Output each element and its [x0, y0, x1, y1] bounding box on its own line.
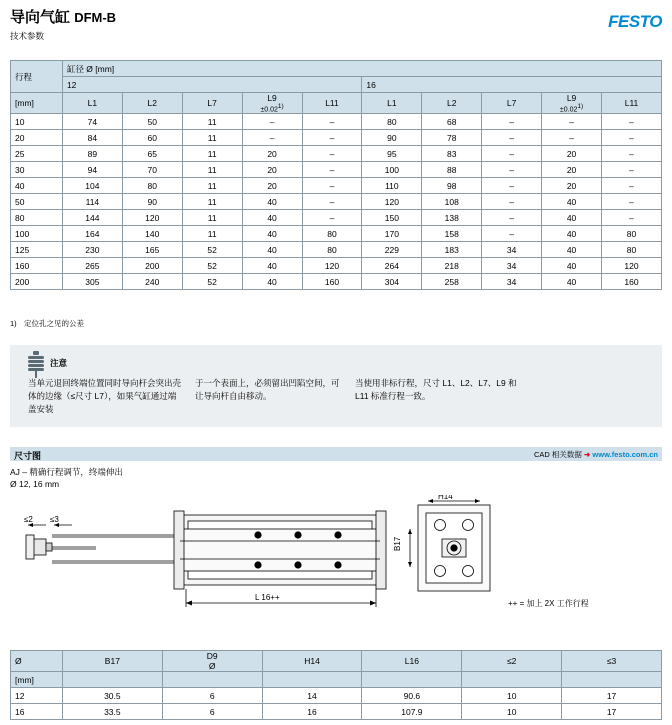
cell: 100 [362, 162, 422, 178]
header-stroke: 行程 [11, 61, 63, 93]
cell: 34 [482, 258, 542, 274]
header-12-l2: L2 [122, 93, 182, 114]
header-diameter: Ø [11, 651, 63, 672]
cell: 34 [482, 274, 542, 290]
cell-stroke: 50 [11, 194, 63, 210]
cell: 265 [62, 258, 122, 274]
page-header [10, 6, 662, 42]
cell: 34 [482, 242, 542, 258]
cell: 11 [182, 178, 242, 194]
cell: 20 [542, 146, 602, 162]
cell: 160 [302, 274, 362, 290]
cell: 68 [422, 114, 482, 130]
title-model: DFM-B [74, 10, 117, 25]
cell: 40 [242, 274, 302, 290]
cell: 78 [422, 130, 482, 146]
spring-icon [28, 351, 44, 377]
header-16-l9 [542, 93, 602, 114]
header-12-l1: L1 [62, 93, 122, 114]
cell: – [602, 178, 662, 194]
size-dimension-table [10, 650, 662, 720]
note-column-2: 于一个表面上，必须留出凹陷空间，可让导向杆自由移动。 [195, 378, 340, 401]
festo-logo: FESTO [608, 12, 662, 31]
header-12-l9-tol: ±0.021) [260, 103, 284, 114]
cell: 304 [362, 274, 422, 290]
drawing-legend: ++ = 加上 2X 工作行程 [508, 599, 589, 608]
label-l16: L 16++ [255, 593, 280, 602]
cell: 140 [122, 226, 182, 242]
cell: 98 [422, 178, 482, 194]
header-l16: L16 [362, 651, 462, 672]
footnote [10, 318, 84, 329]
cell: 83 [422, 146, 482, 162]
cell: – [602, 162, 662, 178]
cell: 33.5 [62, 704, 162, 720]
header-16-l9-tol: ±0.021) [559, 103, 584, 114]
cell: 80 [302, 226, 362, 242]
cell: – [602, 210, 662, 226]
cell: 40 [242, 210, 302, 226]
cell: – [482, 194, 542, 210]
unit-cell [262, 672, 362, 688]
cell: 52 [182, 258, 242, 274]
cell: 40 [542, 226, 602, 242]
cell: 10 [462, 704, 562, 720]
table-row [11, 194, 662, 210]
cell-stroke: 100 [11, 226, 63, 242]
cell-stroke: 80 [11, 210, 63, 226]
table-row [11, 130, 662, 146]
cell-stroke: 25 [11, 146, 63, 162]
cell: 20 [542, 162, 602, 178]
cell-diameter: 16 [11, 704, 63, 720]
cell: – [482, 178, 542, 194]
cell: 6 [162, 688, 262, 704]
header-12-l9 [242, 93, 302, 114]
cell-stroke: 125 [11, 242, 63, 258]
cell: 40 [242, 258, 302, 274]
cell: 40 [242, 226, 302, 242]
table-row [11, 704, 662, 720]
cell: 150 [362, 210, 422, 226]
cell: 108 [422, 194, 482, 210]
table2-unit-row [11, 672, 662, 688]
cell: – [542, 114, 602, 130]
cell: 104 [62, 178, 122, 194]
header-16-l7: L7 [482, 93, 542, 114]
cell: 30.5 [62, 688, 162, 704]
cell: 90.6 [362, 688, 462, 704]
cell: 88 [422, 162, 482, 178]
cell: 170 [362, 226, 422, 242]
header-12-l11: L11 [302, 93, 362, 114]
label-h14: H14 [438, 495, 453, 501]
cell: 40 [542, 194, 602, 210]
header-stroke-unit: [mm] [11, 93, 63, 114]
cell: 40 [542, 258, 602, 274]
cell: – [482, 130, 542, 146]
cell: 65 [122, 146, 182, 162]
cell: 80 [602, 226, 662, 242]
cell-stroke: 200 [11, 274, 63, 290]
cell: 110 [362, 178, 422, 194]
cell: – [602, 130, 662, 146]
cell: 200 [122, 258, 182, 274]
cell: 16 [262, 704, 362, 720]
cell: – [602, 194, 662, 210]
cell: 305 [62, 274, 122, 290]
cell: – [302, 194, 362, 210]
cell-stroke: 30 [11, 162, 63, 178]
cell: 40 [542, 242, 602, 258]
cell: 50 [122, 114, 182, 130]
cell: – [482, 162, 542, 178]
cell: – [482, 114, 542, 130]
cell-stroke: 160 [11, 258, 63, 274]
table-row [11, 210, 662, 226]
cell: 158 [422, 226, 482, 242]
cell: 107.9 [362, 704, 462, 720]
cell: – [482, 146, 542, 162]
footnote-marker: 1) [10, 319, 17, 328]
note-column-1: 当单元退回终端位置同时导向杆会突出壳体的边缘（≤尺寸 L7），如果气缸通过端盖安装 [28, 378, 182, 414]
table-row [11, 178, 662, 194]
stroke-dimension-table [10, 60, 662, 290]
cell: 11 [182, 114, 242, 130]
cell: 114 [62, 194, 122, 210]
title-chinese: 导向气缸 [10, 9, 71, 26]
cell: 80 [302, 242, 362, 258]
cell: 20 [242, 162, 302, 178]
header-b17: B17 [62, 651, 162, 672]
cell: 95 [362, 146, 422, 162]
dimensions-label: 尺寸图 [14, 451, 42, 461]
cell: 20 [542, 178, 602, 194]
cell: 11 [182, 130, 242, 146]
cell: – [242, 114, 302, 130]
cell: 80 [602, 242, 662, 258]
cell: 10 [462, 688, 562, 704]
cell: 40 [242, 242, 302, 258]
dimensions-band [10, 447, 662, 461]
cell-stroke: 20 [11, 130, 63, 146]
cell: 120 [122, 210, 182, 226]
table-row [11, 242, 662, 258]
table-row [11, 688, 662, 704]
note-box [10, 345, 662, 427]
cell: 84 [62, 130, 122, 146]
header-16-l1: L1 [362, 93, 422, 114]
cell: 164 [62, 226, 122, 242]
table-header-row-2 [11, 77, 662, 93]
cell: 11 [182, 210, 242, 226]
table-header-row-3 [11, 93, 662, 114]
cell: 218 [422, 258, 482, 274]
cell: 240 [122, 274, 182, 290]
cell: 230 [62, 242, 122, 258]
cell: 17 [562, 704, 662, 720]
header-d9 [162, 651, 262, 672]
header-bore: 缸径 Ø [mm] [62, 61, 661, 77]
table-row [11, 258, 662, 274]
header-16-l11: L11 [602, 93, 662, 114]
header-c2: ≤2 [462, 651, 562, 672]
cell: – [302, 130, 362, 146]
dimensions-line-1: AJ – 精确行程调节，终端伸出 [10, 467, 123, 477]
unit-cell [62, 672, 162, 688]
header-d9-sub: Ø [208, 661, 216, 671]
cad-url[interactable]: www.festo.com.cn [592, 450, 658, 459]
cell: 94 [62, 162, 122, 178]
dimensions-description [10, 466, 123, 491]
page-title [10, 6, 662, 27]
cell: 120 [362, 194, 422, 210]
header-bore-16: 16 [362, 77, 662, 93]
cell: 20 [242, 146, 302, 162]
header-12-l9-label: L9 [267, 93, 277, 103]
unit-cell [162, 672, 262, 688]
cell: – [602, 146, 662, 162]
cell: 74 [62, 114, 122, 130]
cell: 138 [422, 210, 482, 226]
cell: 90 [122, 194, 182, 210]
table-row [11, 146, 662, 162]
cell: 11 [182, 162, 242, 178]
table-row [11, 274, 662, 290]
unit-cell [362, 672, 462, 688]
header-16-l9-label: L9 [566, 93, 577, 103]
cell: 14 [262, 688, 362, 704]
header-c3: ≤3 [562, 651, 662, 672]
header-h14: H14 [262, 651, 362, 672]
note-heading: 注意 [50, 358, 68, 368]
unit-cell [462, 672, 562, 688]
cell: 90 [362, 130, 422, 146]
cell: 11 [182, 226, 242, 242]
cell: – [482, 210, 542, 226]
cell-stroke: 40 [11, 178, 63, 194]
cell: 120 [602, 258, 662, 274]
table2-header-row [11, 651, 662, 672]
cell: 20 [242, 178, 302, 194]
cell-stroke: 10 [11, 114, 63, 130]
cell: 264 [362, 258, 422, 274]
dimensions-line-2: Ø 12, 16 mm [10, 479, 60, 490]
cell: 229 [362, 242, 422, 258]
footnote-text: 定位孔之见的公差 [24, 319, 84, 328]
cell: 160 [602, 274, 662, 290]
cell: – [602, 114, 662, 130]
cell: 165 [122, 242, 182, 258]
cad-link-row [534, 449, 658, 460]
label-c3: ≤3 [50, 515, 59, 524]
table-row [11, 114, 662, 130]
cell: 80 [362, 114, 422, 130]
cell: 258 [422, 274, 482, 290]
cell: – [482, 226, 542, 242]
label-c2: ≤2 [24, 515, 33, 524]
page-subtitle: 技术参数 [10, 31, 45, 41]
cell: 60 [122, 130, 182, 146]
cell: – [302, 162, 362, 178]
cell: – [302, 114, 362, 130]
cad-text: CAD 相关数据 [534, 450, 582, 459]
arrow-right-icon: ➜ [584, 450, 591, 459]
header-16-l2: L2 [422, 93, 482, 114]
unit-cell: [mm] [11, 672, 63, 688]
cell-diameter: 12 [11, 688, 63, 704]
cell: 70 [122, 162, 182, 178]
cell: 11 [182, 146, 242, 162]
cell: – [242, 130, 302, 146]
unit-cell [562, 672, 662, 688]
cell: 144 [62, 210, 122, 226]
cell: 40 [242, 194, 302, 210]
cell: – [302, 210, 362, 226]
header-12-l7: L7 [182, 93, 242, 114]
table-row [11, 162, 662, 178]
cell: 89 [62, 146, 122, 162]
header-d9-label: D9 [206, 651, 218, 661]
table-row [11, 226, 662, 242]
cell: 40 [542, 274, 602, 290]
cell: 52 [182, 274, 242, 290]
cell: 120 [302, 258, 362, 274]
cell: – [302, 146, 362, 162]
cell: 17 [562, 688, 662, 704]
label-b17: B17 [393, 536, 402, 551]
header-bore-12: 12 [62, 77, 361, 93]
cell: 52 [182, 242, 242, 258]
cell: – [542, 130, 602, 146]
table-header-row-1 [11, 61, 662, 77]
cell: 11 [182, 194, 242, 210]
note-column-3: 当使用非标行程，尺寸 L1、L2、L7、L9 和 L11 标准行程一致。 [355, 378, 517, 401]
cell: 80 [122, 178, 182, 194]
cell: – [302, 178, 362, 194]
cell: 40 [542, 210, 602, 226]
cell: 6 [162, 704, 262, 720]
cell: 183 [422, 242, 482, 258]
